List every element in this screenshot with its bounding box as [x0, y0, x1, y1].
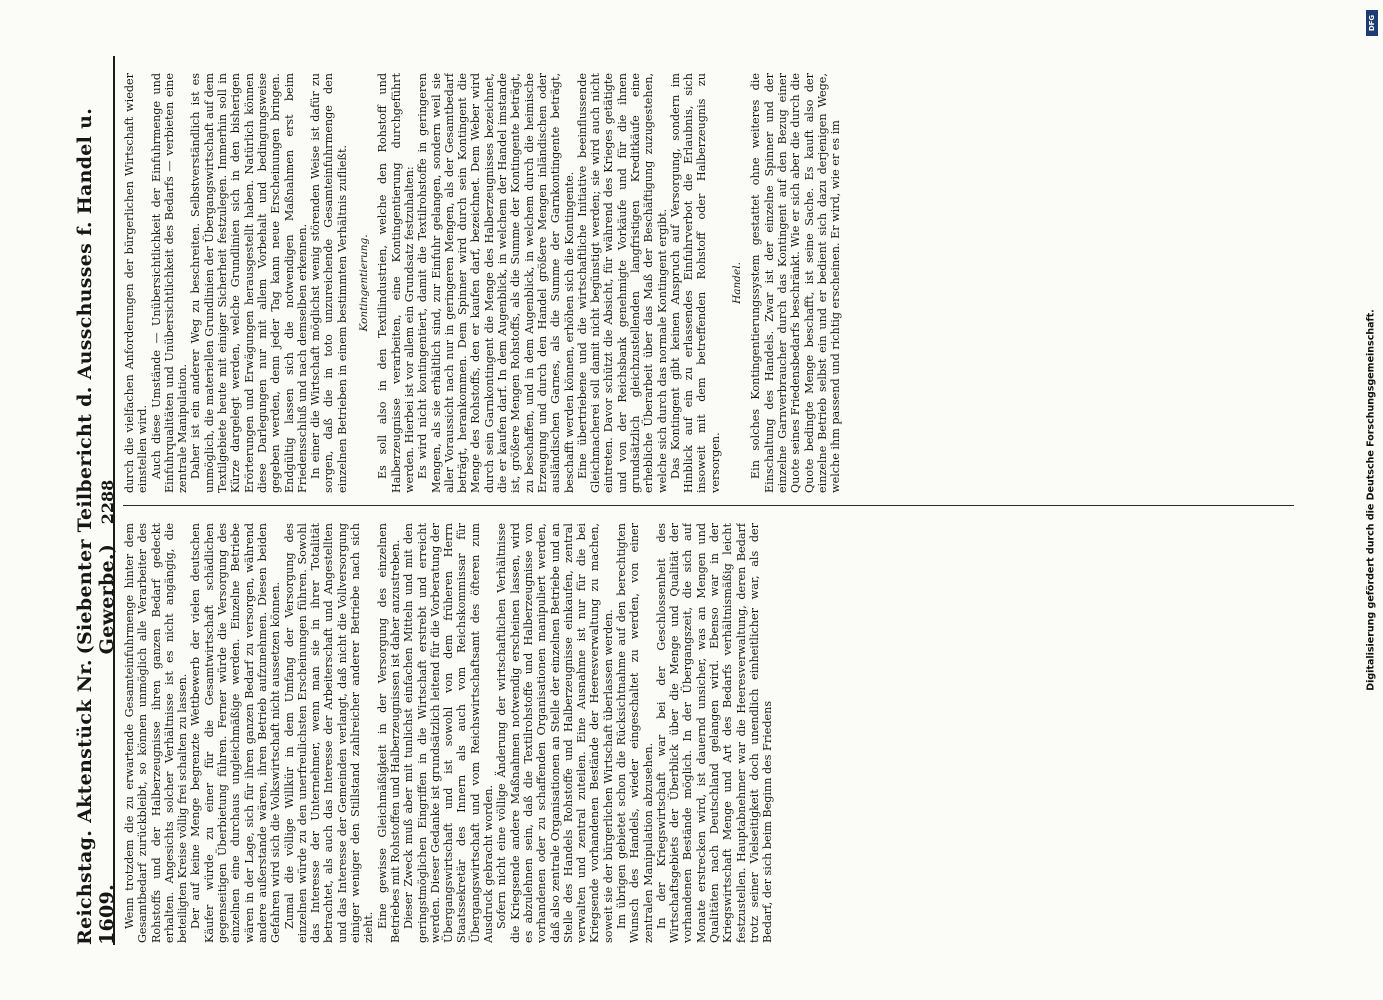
- paragraph: Das Kontingent gibt keinen Anspruch auf Versorgung, sondern im Hinblick auf ein zu erlassendes Einfuhrverbot die Erlaubnis, sich insoweit mit dem betreffenden Rohstoff oder Halberzeugnis zu versorgen.: [668, 73, 722, 493]
- header-right-title: (Siebenter Teilbericht d. Ausschusses f. Handel u. Gewerbe.): [74, 107, 118, 655]
- digitization-note: [1363, 20, 1379, 980]
- rotated-document-page: [74, 48, 1304, 953]
- right-column: [123, 73, 1298, 493]
- paragraph: Daher ist ein anderer Weg zu beschreiten. Selbstverständlich ist es unmöglich, die materiellen Grundlinien der Übergangswirtschaft auf dem Textilgebiete heute mit einiger Sicherheit festzulegen. Immerhin soll in Kürze dargelegt werden, welche Grundlinien sich in den bisherigen Erörterungen und Erwägungen herausgestellt haben. Natürlich können diese Darlegungen nur mit allem Vorbehalt und bedingungsweise gegeben werden, denn jeder Tag kann neue Erscheinungen bringen. Endgültig lassen sich die notwendigen Maßnahmen erst beim Friedensschluß und nach demselben erkennen.: [189, 73, 309, 493]
- header-left-title: Reichstag. Aktenstück Nr. 1609.: [74, 659, 118, 945]
- page-number: 2288: [98, 479, 117, 525]
- paragraph: Im übrigen gebietet schon die Rücksichtnahme auf den berechtigten Wunsch des Handels, wieder eingeschaltet zu werden, von einer zentralen Manipulation abzusehen.: [614, 523, 655, 943]
- section-heading-handel: Handel.: [731, 262, 744, 304]
- dfg-logo-text: DFG: [1368, 14, 1376, 32]
- paragraph: Zumal die völlige Willkür in dem Umfang der Versorgung des einzelnen würde zu den unerfreulichsten Erscheinungen führen. Sowohl das Interesse der Unternehmer, wenn man sie in ihrer Totalität betrachtet, als auch das Interesse der Arbeiterschaft und Angestellten und das Interesse der Gemeinden verlangt, daß nicht die Vollversorgung einiger weniger den Stillstand zahlreicher anderer Betriebe nach sich zieht.: [282, 523, 376, 943]
- paragraph: Eine gewisse Gleichmäßigkeit in der Versorgung des einzelnen Betriebes mit Rohstoffen und Halberzeugnissen ist daher anzustreben.: [375, 523, 402, 943]
- paragraph: In der Kriegswirtschaft war bei der Geschlossenheit des Wirtschaftsgebiets der Überblick über die Menge und Qualität der vorhandenen Bestände möglich. In der Übergangszeit, die sich auf Monate erstrecken wird, ist dauernd unsicher, was an Mengen und Qualitäten nach Deutschland gelangen wird. Ebenso war in der Kriegswirtschaft Menge und Art des Bedarfs verhältnismäßig leicht festzustellen. Hauptabnehmer war die Heeresverwaltung, deren Bedarf trotz seiner Vielseitigkeit doch unendlich einheitlicher war, als der Bedarf, der sich beim Beginn des Friedens: [654, 523, 775, 943]
- paragraph: In einer die Wirtschaft möglichst wenig störenden Weise ist dafür zu sorgen, daß die in toto unzureichende Gesamteinfuhrmenge den einzelnen Betrieben in einem bestimmten Verhältnis zufließt.: [309, 73, 349, 493]
- paragraph: Ein solches Kontingentierungssystem gestattet ohne weiteres die Einschaltung des Handels. Zwar ist der einzelne Spinner und der einzelne Garnverbraucher durch das Kontingent auf den Bezug einer Quote seines Friedensbedarfs beschränkt. Wie er sich aber die durch die Quote bedingte Menge beschafft, ist seine Sache. Es kauft also der einzelne Betrieb selbst ein und er bedient sich dazu derjenigen Wege, welche ihm passend und richtig erscheinen. Er wird, wie er es im: [749, 73, 843, 493]
- left-column: [123, 523, 1298, 943]
- page-header: [74, 56, 118, 945]
- header-right-group: [74, 56, 118, 654]
- section-heading-kontingentierung: Kontingentierung.: [358, 234, 371, 332]
- paragraph: durch die vielfachen Anforderungen der bürgerlichen Wirtschaft wieder einstellen wird.: [123, 73, 150, 493]
- paragraph: Auch diese Umstände — Unübersichtlichkeit der Einfuhrmenge und Einfuhrqualitäten und Unübersichtlichkeit des Bedarfs — verbieten eine zentrale Manipulation.: [149, 73, 190, 493]
- paragraph: Eine übertriebene und die wirtschaftliche Initiative beeinflussende Gleichmacherei soll damit nicht begünstigt werden; sie wird auch nicht eintreten. Davor schützt die Absicht, für während des Krieges getätigte und von der Reichsbank genehmigte Vorkäufe und für die ihnen grundsätzlich gleichzustellenden langfristigen Kreditkäufe eine erhebliche Überarbeit über das Maß der Beschäftigung zuzugestehen, welche sich durch das normale Kontingent ergibt.: [575, 73, 669, 493]
- paragraph: Sofern nicht eine völlige Änderung der wirtschaftlichen Verhältnisse die Kriegsende andere Maßnahmen notwendig erscheinen lassen, wird es abzulehnen sein, daß die Textilrohstoffe und Halberzeugnisse von vorhandenen oder zu schaffenden Organisationen manipuliert werden, daß also zentrale Organisationen an Stelle der einzelnen Betriebe und an Stelle des Handels Rohstoffe und Halberzeugnisse einkaufen, zentral verwalten und zentral zuteilen. Eine Ausnahme ist nur für die bei Kriegsende vorhandenen Bestände der Heeresverwaltung zu machen, soweit sie der bürgerlichen Wirtschaft überlassen werden.: [495, 523, 615, 943]
- paragraph: Der auf keine Menge begrenzte Wettbewerb der vielen deutschen Käufer würde zu einer für die Gesamtwirtschaft schädlichen gegenseitigen Überbietung führen. Ferner würde die Versorgung des einzelnen eine durchaus ungleichmäßige werden. Einzelne Betriebe wären in der Lage, sich für ihren ganzen Bedarf zu versorgen, während andere außerstande wären, ihren Betrieb aufzunehmen. Diesen beiden Gefahren wird sich die Volkswirtschaft nicht aussetzen können.: [189, 523, 283, 943]
- paragraph: Es soll also in den Textilindustrien, welche den Rohstoff und Halberzeugnisse verarbeiten, eine Kontingentierung durchgeführt werden. Hierbei ist vor allem ein Grundsatz festzuhalten:: [376, 73, 416, 493]
- paragraph: Es wird nicht kontingentiert, damit die Textilrohstoffe in geringeren Mengen, als sie erhältlich sind, zur Einfuhr gelangen, sondern weil sie aller Voraussicht nach nur in geringeren Mengen, als der Gesamtbedarf beträgt, herankommen. Dem Spinner wird durch sein Kontingent die Menge des Rohstoffs, den er kaufen darf, bezeichnet. Dem Weber wird durch sein Garnkontingent die Menge des Halberzeugnisses bezeichnet, die er kaufen darf. In dem Augenblick, in welchem der Handel imstande ist, größere Mengen Rohstoffs, als die Summe der Kontingente beträgt, zu beschaffen, und in dem Augenblick, in welchem durch die heimische Erzeugung und durch den Handel größere Mengen inländischen oder ausländischen Garnes, als die Summe der Garnkontingente beträgt, beschafft werden können, erhöhen sich die Kontingente.: [416, 73, 576, 493]
- digitization-note-text: Digitalisierung gefördert durch die Deutsche Forschungsgemeinschaft.: [1365, 309, 1377, 691]
- paragraph: Dieser Zweck muß aber mit tunlichst einfachen Mitteln und mit den geringstmöglichen Eingriffen in die Wirtschaft erstrebt und erreicht werden. Dieser Gedanke ist grundsätzlich leitend für die Vorberatung der Übergangswirtschaft und ist sowohl von dem früheren Herrn Staatssekretär des Innern als auch vom Reichskommissar für Übergangswirtschaft und vom Reichswirtschaftsamt des öfteren zum Ausdruck gebracht worden.: [402, 523, 496, 943]
- paragraph: Wenn trotzdem die zu erwartende Gesamteinfuhrmenge hinter dem Gesamtbedarf zurückbleibt, so können unmöglich alle Verarbeiter des Rohstoffs und der Halberzeugnisse ihren ganzen Bedarf gedeckt erhalten. Angesichts solcher Verhältnisse ist es nicht angängig, die beteiligten Kreise völlig frei schalten zu lassen.: [123, 523, 190, 943]
- column-divider: [123, 505, 1294, 506]
